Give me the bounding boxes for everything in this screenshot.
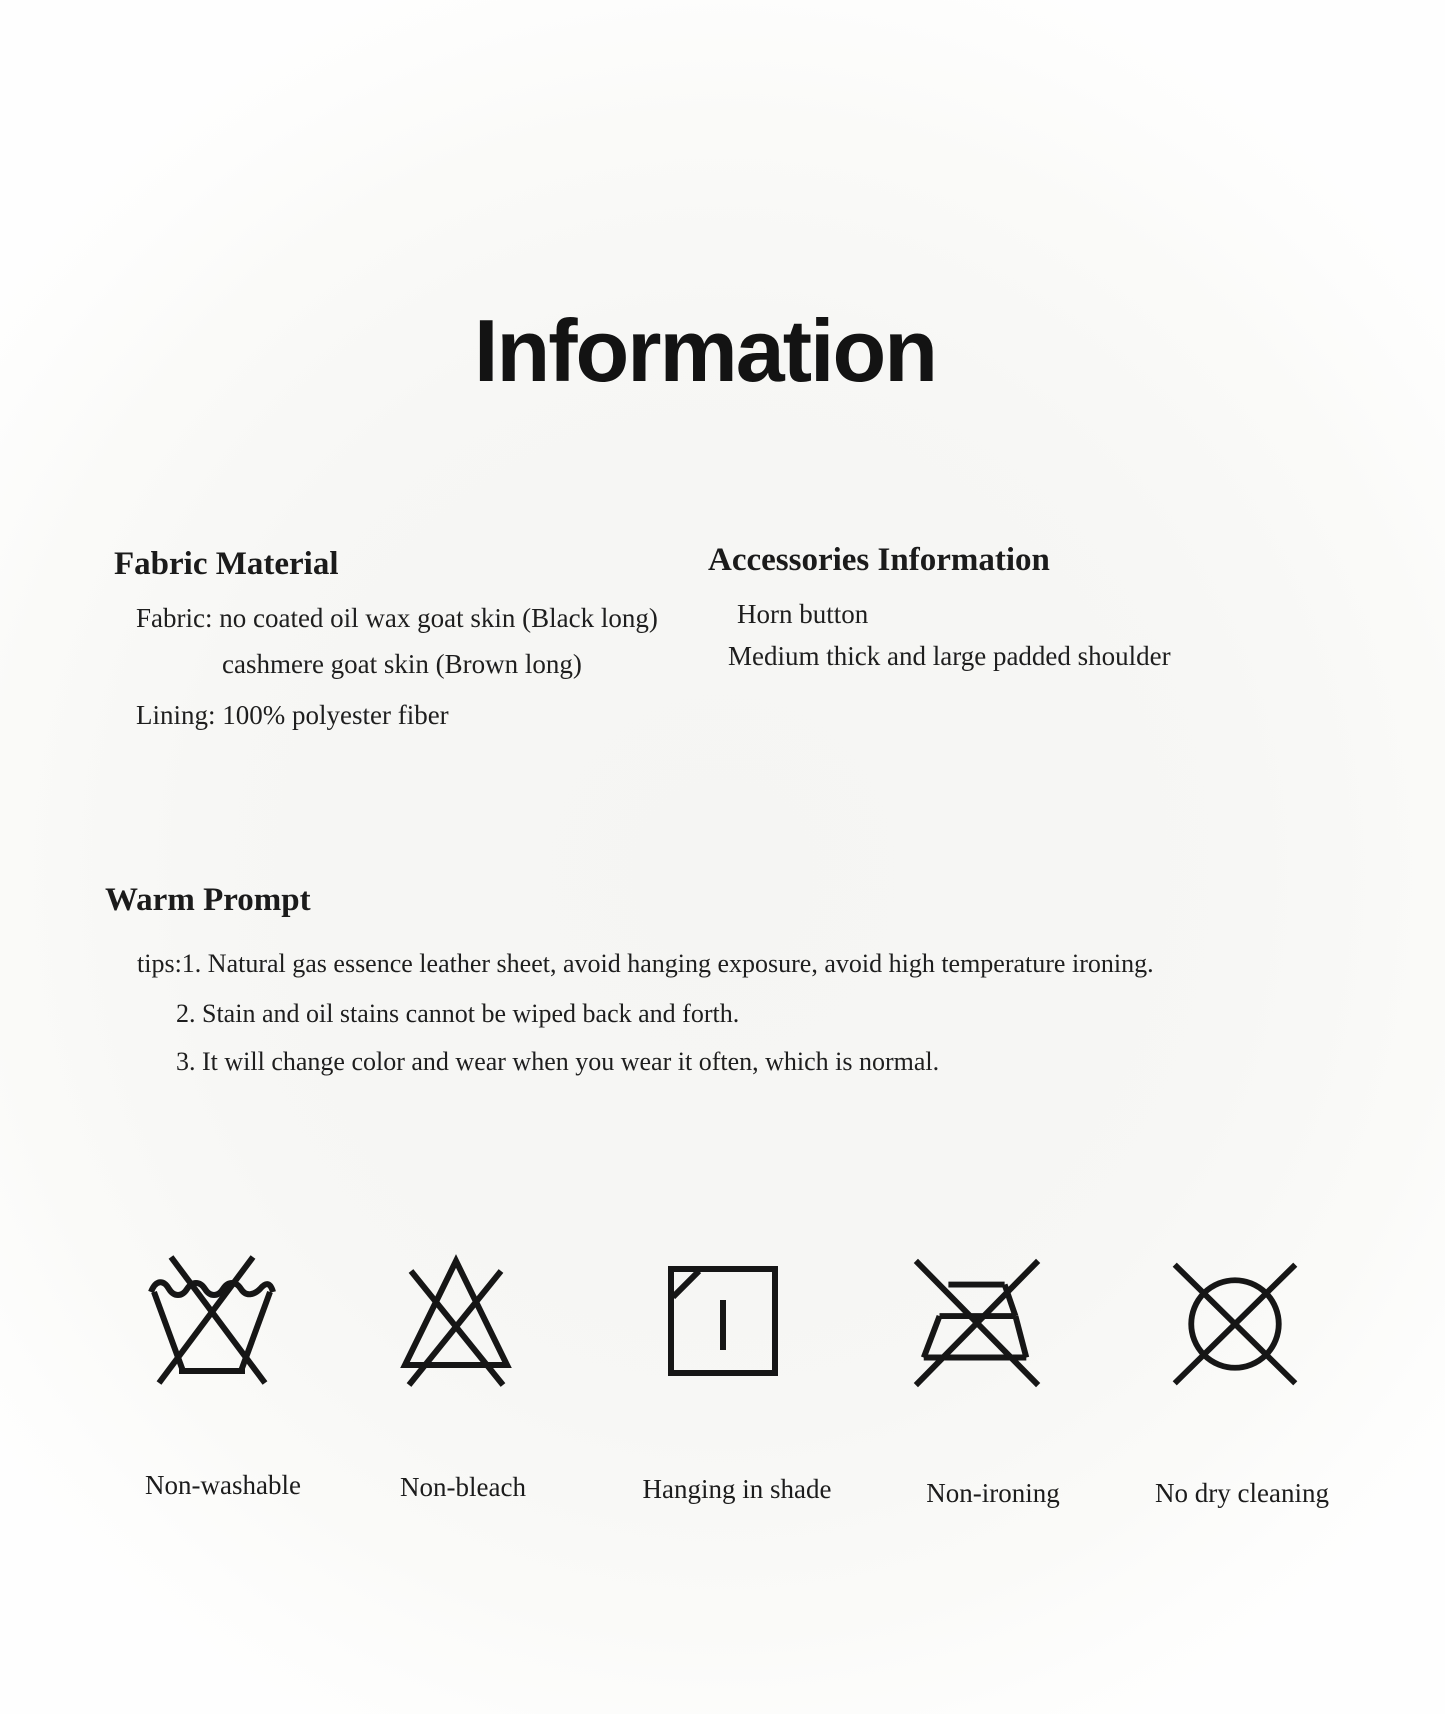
no-bleach-icon <box>386 1250 526 1394</box>
lining-line: Lining: 100% polyester fiber <box>136 700 449 730</box>
dry-in-shade-icon <box>664 1262 782 1383</box>
warm-prompt-tip-1: tips:1. Natural gas essence leather sheet, avoid hanging exposure, avoid high temperature ironing. <box>137 949 1154 978</box>
warm-prompt-heading: Warm Prompt <box>105 882 311 918</box>
care-symbol-label-no-iron: Non-ironing <box>926 1478 1060 1508</box>
page-title: Information <box>474 301 936 400</box>
care-symbol-label-no-bleach: Non-bleach <box>400 1472 526 1502</box>
warm-prompt-tip-2: 2. Stain and oil stains cannot be wiped back and forth. <box>176 999 740 1028</box>
no-dry-clean-icon <box>1150 1254 1320 1394</box>
accessories-line-2: Medium thick and large padded shoulder <box>728 641 1171 671</box>
accessories-heading: Accessories Information <box>708 542 1050 578</box>
no-iron-icon <box>902 1252 1052 1394</box>
care-symbol-label-no-wash: Non-washable <box>145 1470 301 1500</box>
no-wash-icon <box>142 1250 282 1394</box>
accessories-line-1: Horn button <box>737 599 869 629</box>
fabric-line-1: Fabric: no coated oil wax goat skin (Black long) <box>136 603 658 633</box>
fabric-material-heading: Fabric Material <box>114 546 339 582</box>
fabric-line-2: cashmere goat skin (Brown long) <box>222 649 582 679</box>
warm-prompt-tip-3: 3. It will change color and wear when you wear it often, which is normal. <box>176 1047 940 1076</box>
care-symbol-label-dry-in-shade: Hanging in shade <box>642 1474 832 1504</box>
care-symbol-label-no-dry-clean: No dry cleaning <box>1155 1478 1329 1508</box>
